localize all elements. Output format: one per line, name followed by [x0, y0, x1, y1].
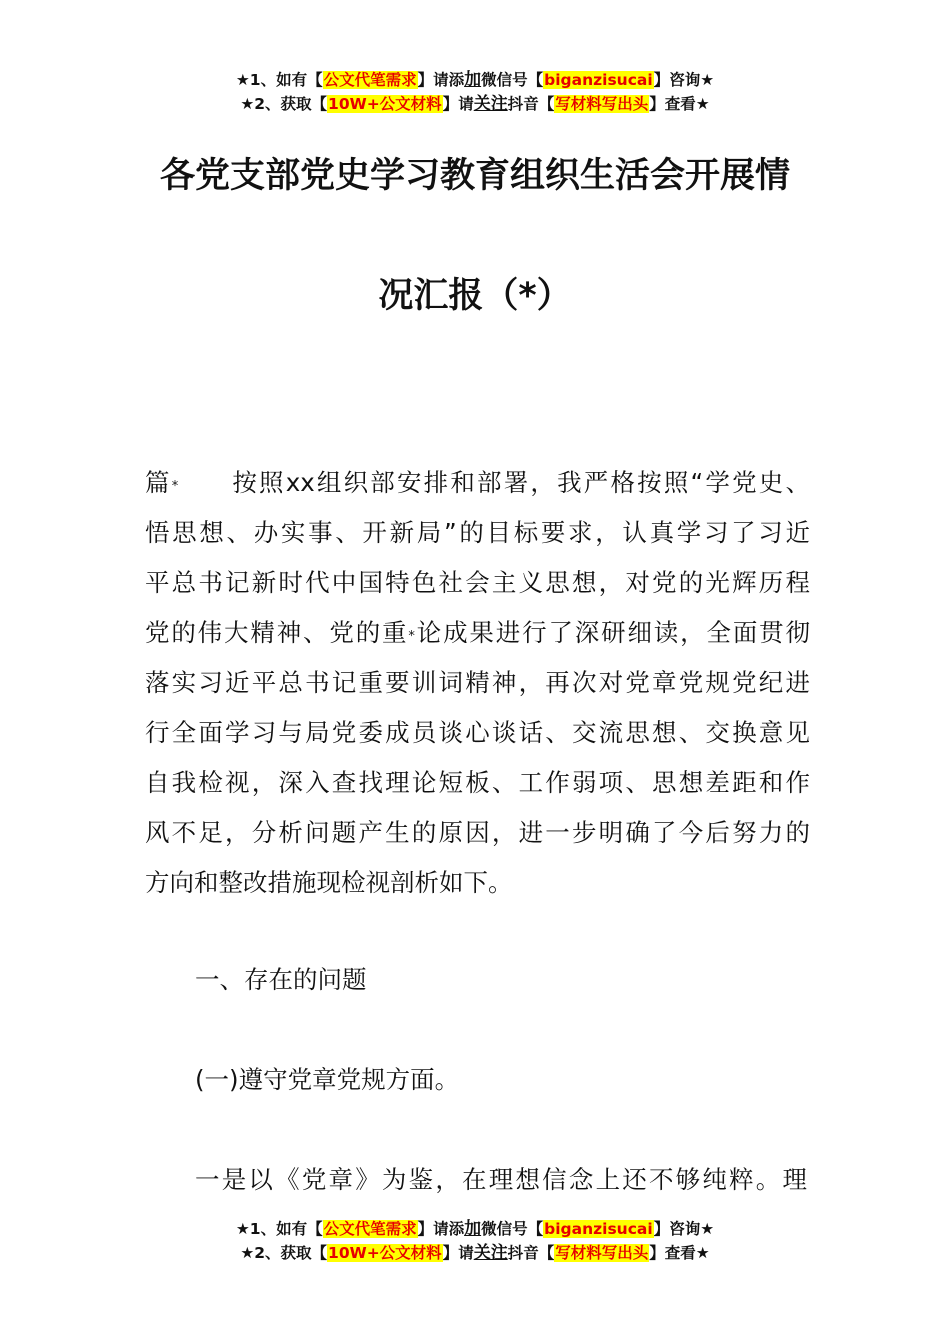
document-title-line-2: 况汇报（*）	[378, 276, 572, 316]
intro-line-4: 党的伟大精神、党的重*论成果进行了深研细读，全面贯彻	[145, 618, 811, 647]
promo-highlight-wechat-id: biganzisucai	[544, 71, 653, 89]
point-one-text: 一是以《党章》为鉴，在理想信念上还不够纯粹。理	[195, 1165, 807, 1194]
intro-line-6: 行全面学习与局党委成员谈心谈话、交流思想、交换意见	[145, 718, 810, 747]
intro-line-9: 方向和整改措施现检视剖析如下。	[145, 868, 513, 897]
promo-line-2: ★2、获取【10W+公文材料】请关注抖音【写材料写出头】查看★	[240, 94, 710, 114]
promo-line-2: ★2、获取【10W+公文材料】请关注抖音【写材料写出头】查看★	[240, 1243, 710, 1263]
intro-line-1: 篇* 按照xx组织部安排和部署，我严格按照“学党史、	[145, 468, 810, 497]
intro-paragraph	[145, 458, 810, 908]
promo-line-1: ★1、如有【公文代笔需求】请添加微信号【biganzisucai】咨询★	[235, 70, 715, 90]
promo-highlight-service: 公文代笔需求	[323, 1220, 417, 1238]
promo-highlight-douyin: 写材料写出头	[555, 1244, 649, 1262]
intro-label: 篇	[145, 468, 172, 497]
promo-highlight-materials: 10W+公文材料	[328, 95, 442, 113]
subsection-heading: (一)遵守党章党规方面。	[195, 1065, 460, 1094]
promo-banner-bottom	[0, 1217, 950, 1265]
promo-highlight-service: 公文代笔需求	[323, 71, 417, 89]
intro-line-5: 落实习近平总书记重要训词精神，再次对党章党规党纪进	[145, 668, 810, 697]
intro-line-3: 平总书记新时代中国特色社会主义思想，对党的光辉历程	[145, 568, 810, 597]
promo-highlight-douyin: 写材料写出头	[555, 95, 649, 113]
intro-line-8: 风不足，分析问题产生的原因，进一步明确了今后努力的	[145, 818, 810, 847]
section-heading: 一、存在的问题	[195, 965, 367, 994]
intro-line-7: 自我检视，深入查找理论短板、工作弱项、思想差距和作	[145, 768, 810, 797]
promo-banner-top	[0, 68, 950, 116]
promo-highlight-materials: 10W+公文材料	[328, 1244, 442, 1262]
promo-highlight-wechat-id: biganzisucai	[544, 1220, 653, 1238]
intro-line-2: 悟思想、办实事、开新局”的目标要求，认真学习了习近	[145, 518, 810, 547]
promo-line-1: ★1、如有【公文代笔需求】请添加微信号【biganzisucai】咨询★	[235, 1219, 715, 1239]
document-title-line-1: 各党支部党史学习教育组织生活会开展情	[159, 156, 790, 196]
